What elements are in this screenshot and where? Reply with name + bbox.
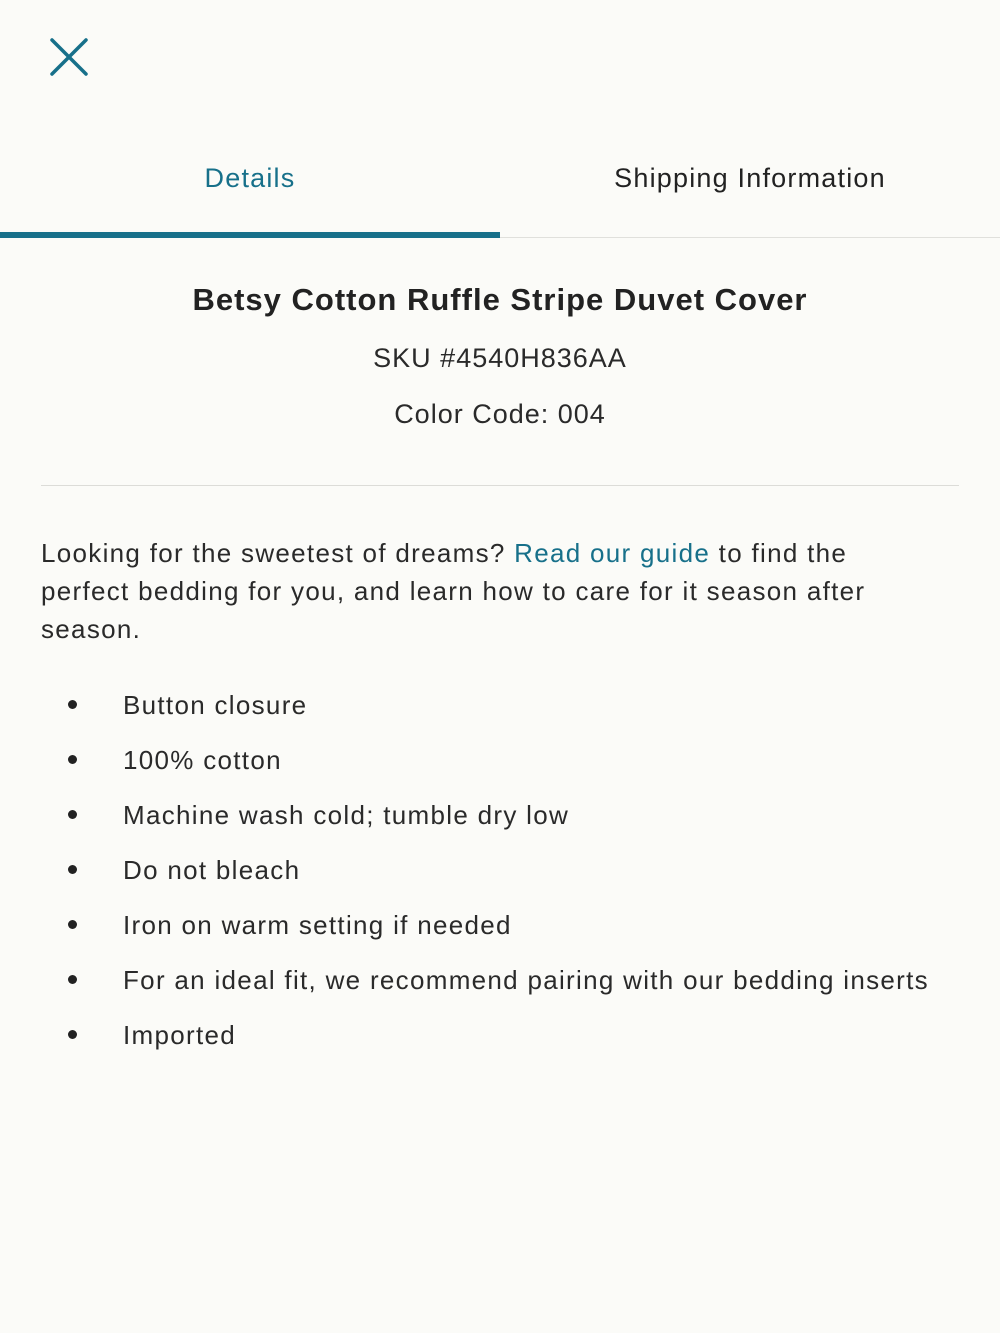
product-color-code: Color Code: 004 [394, 399, 606, 429]
tab-shipping-information[interactable] [500, 140, 1000, 237]
close-icon [49, 37, 89, 77]
tab-details-label: Details [204, 163, 296, 193]
feature-text: For an ideal fit, we recommend pairing with our bedding inserts [123, 965, 929, 995]
list-item [41, 686, 941, 724]
list-item [41, 1016, 941, 1054]
list-item [41, 851, 941, 889]
list-item [41, 796, 941, 834]
tab-shipping-information-label: Shipping Information [614, 163, 886, 193]
bullet-icon [68, 865, 77, 874]
description-text-after: to find the perfect bedding for you, and learn how to care for it season after season. [41, 538, 866, 644]
bullet-icon [68, 810, 77, 819]
feature-text: Iron on warm setting if needed [123, 910, 512, 940]
close-button[interactable] [44, 32, 94, 82]
feature-list [41, 686, 941, 1071]
product-sku: SKU #4540H836AA [373, 343, 627, 373]
product-header [0, 276, 1000, 436]
tab-bar [0, 140, 1000, 238]
tab-details[interactable] [0, 140, 500, 237]
feature-text: Do not bleach [123, 855, 301, 885]
feature-text: Machine wash cold; tumble dry low [123, 800, 570, 830]
list-item [41, 906, 941, 944]
description-text-before: Looking for the sweetest of dreams? [41, 538, 515, 568]
feature-text: 100% cotton [123, 745, 282, 775]
product-description [41, 534, 941, 648]
list-item [41, 741, 941, 779]
list-item [41, 961, 941, 999]
bullet-icon [68, 755, 77, 764]
read-our-guide-link[interactable]: Read our guide [514, 538, 711, 568]
bullet-icon [68, 975, 77, 984]
section-divider [41, 485, 959, 486]
feature-text: Button closure [123, 690, 308, 720]
feature-text: Imported [123, 1020, 237, 1050]
bullet-icon [68, 920, 77, 929]
bullet-icon [68, 1030, 77, 1039]
product-title: Betsy Cotton Ruffle Stripe Duvet Cover [192, 282, 808, 317]
bullet-icon [68, 700, 77, 709]
